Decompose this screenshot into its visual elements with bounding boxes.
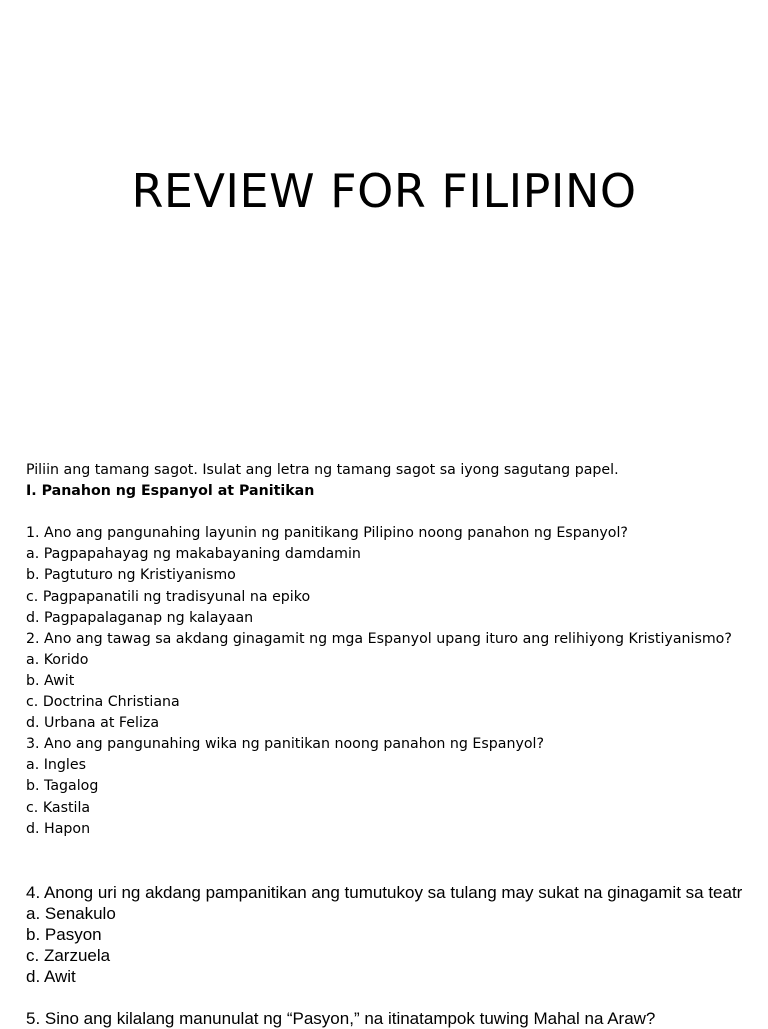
review-body-continued bbox=[26, 882, 768, 1029]
question-5: 5. Sino ang kilalang manunulat ng “Pasyon,” na itinatampok tuwing Mahal na Araw? bbox=[26, 1009, 656, 1028]
spacer bbox=[26, 987, 768, 1008]
question-4-choice-c: c. Zarzuela bbox=[26, 946, 111, 965]
question-2-choice-d: d. Urbana at Feliza bbox=[26, 715, 160, 732]
question-2-choice-a: a. Korido bbox=[26, 651, 89, 668]
question-3-choice-d: d. Hapon bbox=[26, 820, 91, 837]
document-title: REVIEW FOR FILIPINO bbox=[131, 164, 637, 218]
question-3-choice-a: a. Ingles bbox=[26, 757, 86, 774]
question-2: 2. Ano ang tawag sa akdang ginagamit ng mga Espanyol upang ituro ang relihiyong Kristiyanismo? bbox=[26, 630, 732, 647]
instruction-text: Piliin ang tamang sagot. Isulat ang letra ng tamang sagot sa iyong sagutang papel. bbox=[26, 462, 619, 478]
question-4-choice-b: b. Pasyon bbox=[26, 925, 102, 944]
question-1: 1. Ano ang pangunahing layunin ng panitikang Pilipino noong panahon ng Espanyol? bbox=[26, 525, 628, 542]
question-1-choice-b: b. Pagtuturo ng Kristiyanismo bbox=[26, 567, 236, 584]
spacer bbox=[26, 502, 768, 523]
question-4: 4. Anong uri ng akdang pampanitikan ang tumutukoy sa tulang may sukat na ginagamit sa teatr bbox=[26, 883, 743, 902]
review-body bbox=[26, 460, 768, 840]
question-3: 3. Ano ang pangunahing wika ng panitikan noong panahon ng Espanyol? bbox=[26, 736, 544, 753]
section-heading: I. Panahon ng Espanyol at Panitikan bbox=[26, 483, 315, 500]
question-2-choice-b: b. Awit bbox=[26, 672, 75, 689]
question-3-choice-c: c. Kastila bbox=[26, 799, 91, 816]
question-2-choice-c: c. Doctrina Christiana bbox=[26, 694, 180, 711]
question-3-choice-b: b. Tagalog bbox=[26, 778, 99, 795]
question-4-choice-d: d. Awit bbox=[26, 967, 76, 986]
question-1-choice-c: c. Pagpapanatili ng tradisyunal na epiko bbox=[26, 588, 311, 605]
question-1-choice-d: d. Pagpapalaganap ng kalayaan bbox=[26, 609, 254, 626]
question-4-choice-a: a. Senakulo bbox=[26, 904, 116, 923]
question-1-choice-a: a. Pagpapahayag ng makabayaning damdamin bbox=[26, 546, 361, 563]
